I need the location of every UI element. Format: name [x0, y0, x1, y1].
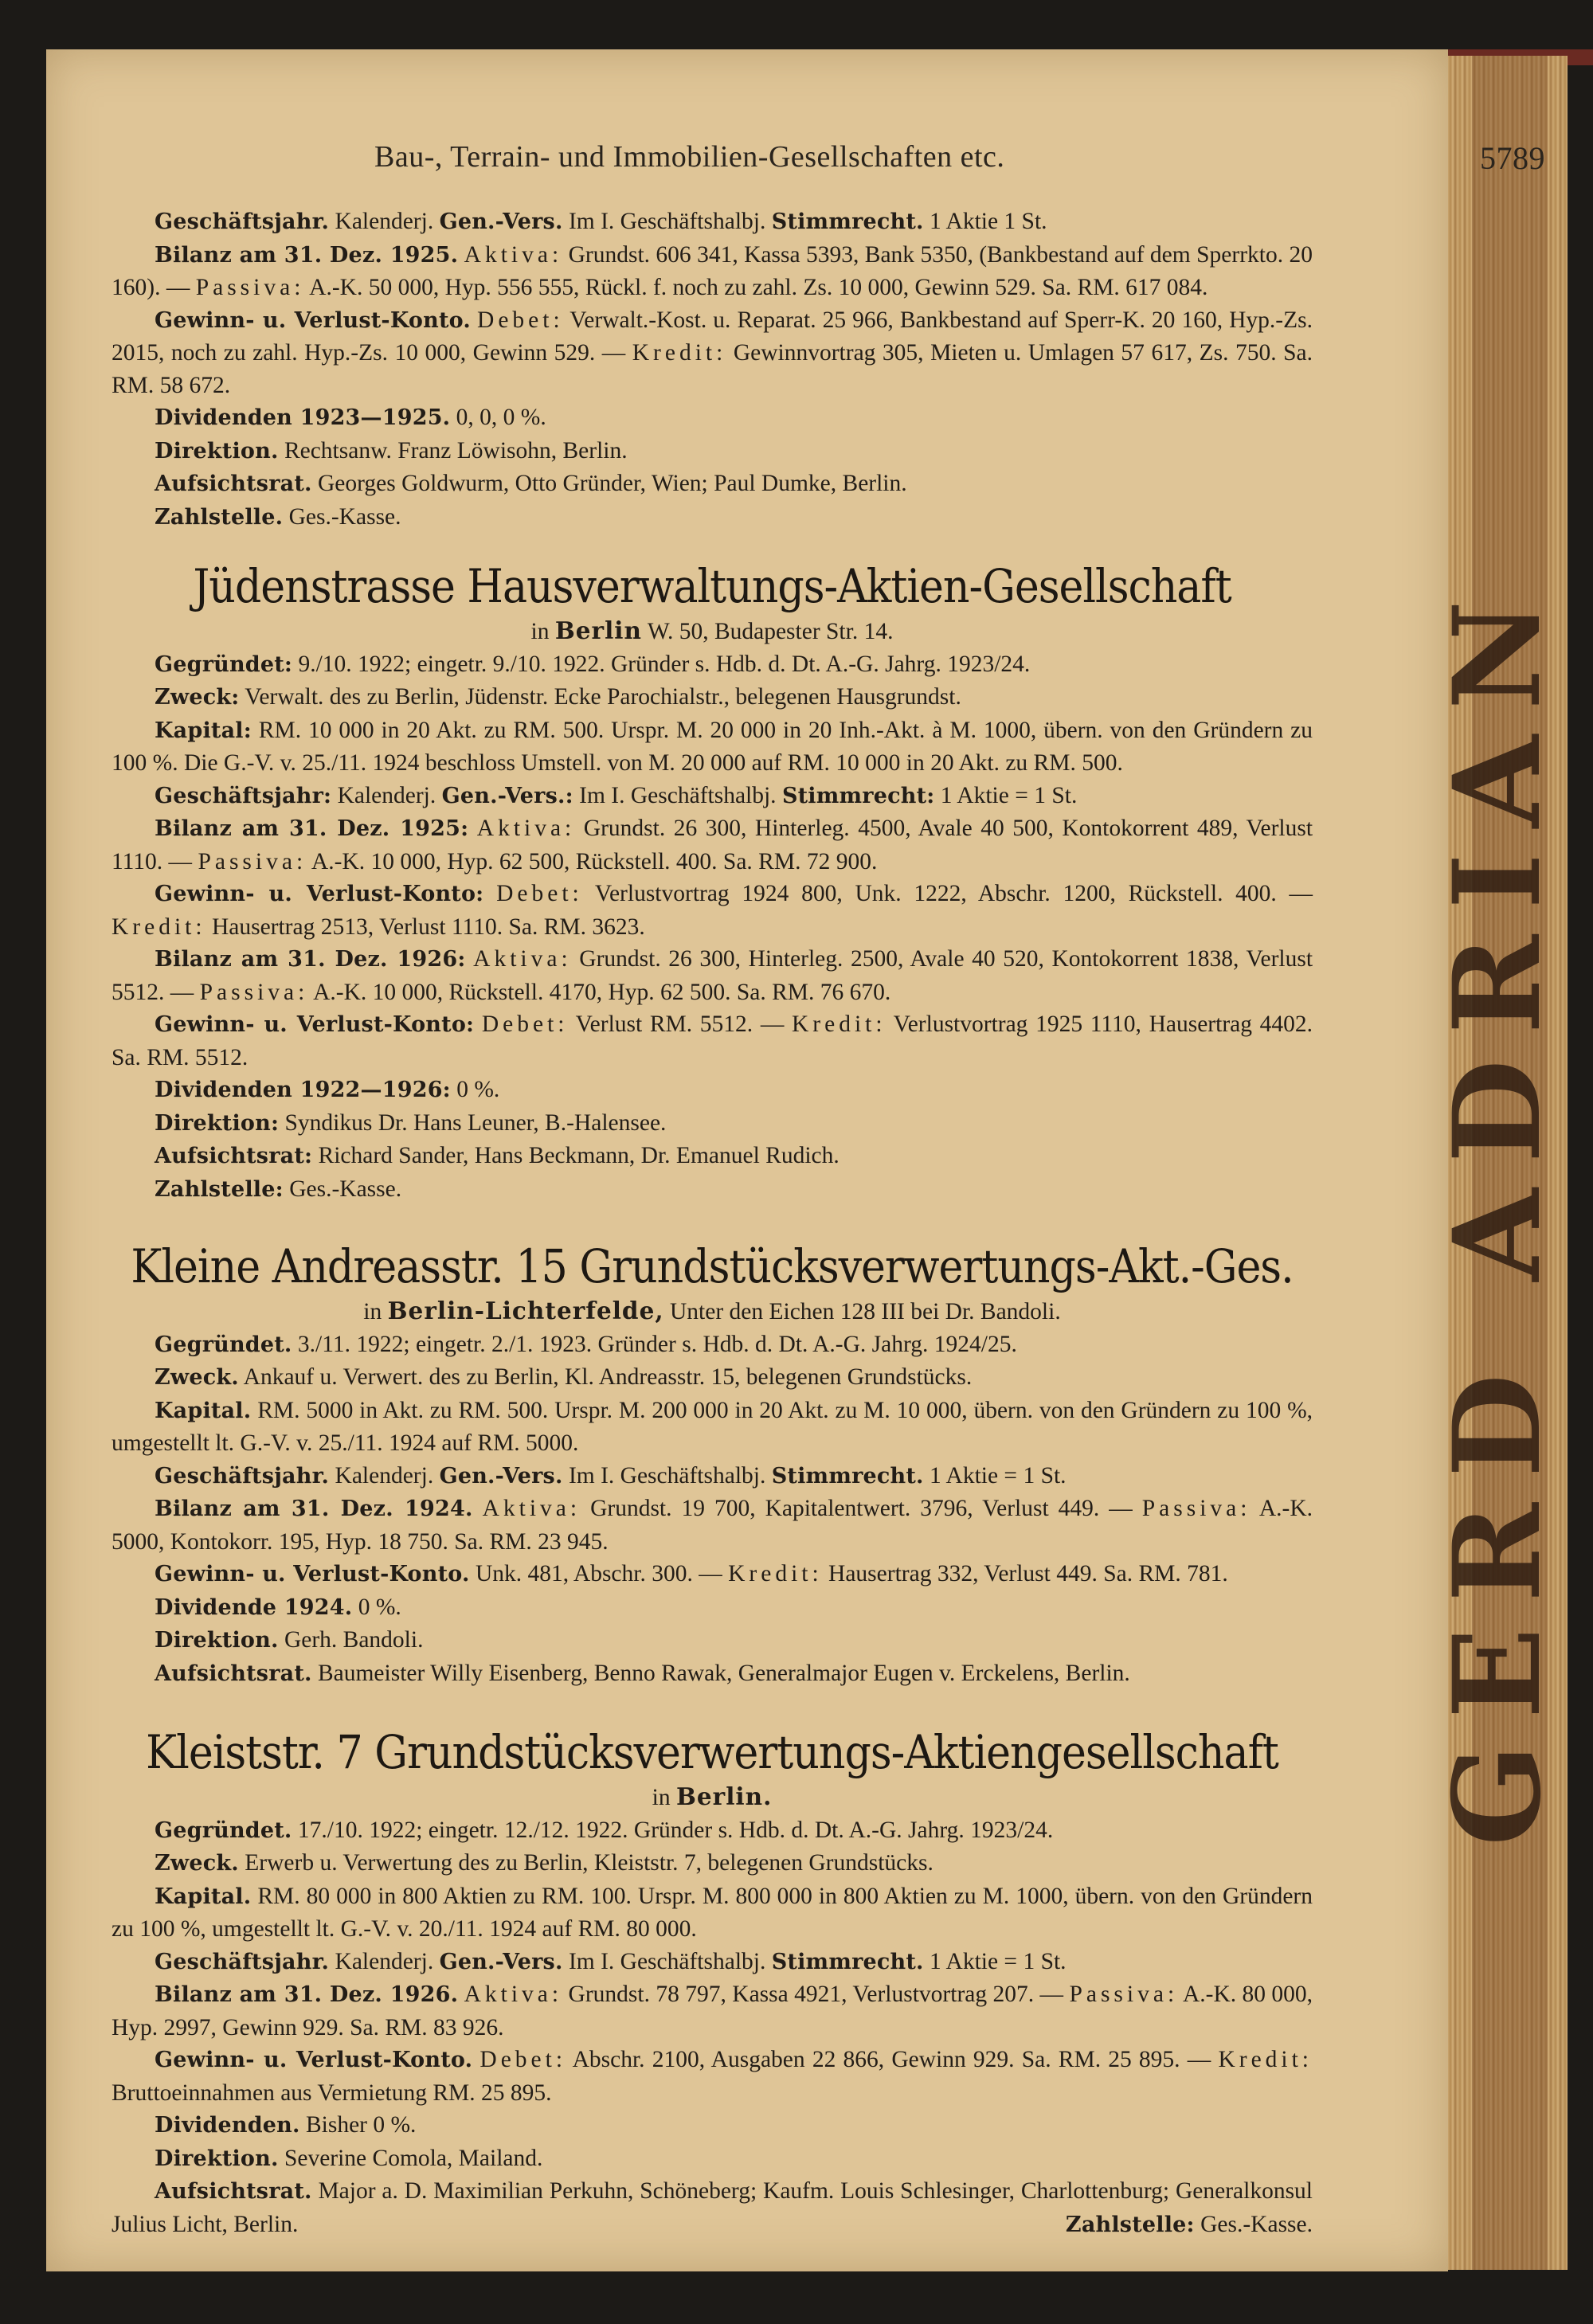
entry-line: Gewinn- u. Verlust-Konto: Debet: Verlust RM. 5512. — Kredit: Verlustvortrag 1925 1110, Hausertrag 4402. Sa. RM. 5512.	[112, 1011, 1313, 1070]
entry-line: Dividenden 1922—1926: 0 %.	[155, 1077, 500, 1102]
company-title: Jüdenstrasse Hausverwaltungs-Aktien-Gesellschaft	[193, 559, 1231, 613]
company-entry	[112, 561, 1313, 1206]
header-title: Bau-, Terrain- und Immobilien-Gesellschaften etc.	[374, 140, 1005, 174]
entry-line: Aufsichtsrat: Richard Sander, Hans Beckmann, Dr. Emanuel Rudich.	[155, 1143, 840, 1168]
spine-text: GERD ADRIAN	[1427, 574, 1568, 1847]
entry-line: Aufsichtsrat. Major a. D. Maximilian Perkuhn, Schöneberg; Kaufm. Louis Schlesinger, Charlottenburg; Generalkonsul Julius Licht, Berlin. Zahlstelle: Ges.-Kasse.	[112, 2175, 1313, 2240]
page-number: 5789	[1480, 140, 1545, 176]
entry-line: Bilanz am 31. Dez. 1926: Aktiva: Grundst. 26 300, Hinterleg. 2500, Avale 40 520, Kontokorrent 1838, Verlust 5512. — Passiva: A.-K. 10 000, Rückstell. 4170, Hyp. 62 500. Sa. RM. 76 670.	[112, 946, 1313, 1005]
entry-line: Gewinn- u. Verlust-Konto. Debet: Verwalt.-Kost. u. Reparat. 25 966, Bankbestand auf Sperr-K. 20 160, Hyp.-Zs. 2015, noch zu zahl. Hyp.-Zs. 10 000, Gewinn 529. — Kredit: Gewinnvortrag 305, Mieten u. Umlagen 57 617, Zs. 750. Sa. RM. 58 672.	[112, 307, 1313, 398]
company-location: in Berlin W. 50, Budapester Str. 14.	[530, 616, 894, 644]
entry-line: Gewinn- u. Verlust-Konto. Unk. 481, Abschr. 300. — Kredit: Hausertrag 332, Verlust 449. Sa. RM. 781.	[155, 1561, 1228, 1587]
entry-line: Dividenden 1923—1925. 0, 0, 0 %.	[155, 405, 546, 430]
entry-line: Zweck. Ankauf u. Verwert. des zu Berlin, Kl. Andreasstr. 15, belegenen Grundstücks.	[155, 1364, 973, 1390]
entry-line: Zahlstelle: Ges.-Kasse.	[155, 1176, 402, 1202]
entry-line: Bilanz am 31. Dez. 1925: Aktiva: Grundst. 26 300, Hinterleg. 4500, Avale 40 500, Kontokorrent 489, Verlust 1110. — Passiva: A.-K. 10 000, Hyp. 62 500, Rückstell. 400. Sa. RM. 72 900.	[112, 816, 1313, 874]
entry-continued	[112, 205, 1313, 534]
entry-line: Kapital: RM. 10 000 in 20 Akt. zu RM. 500. Urspr. M. 20 000 in 20 Inh.-Akt. à M. 1000, übern. von den Gründern zu 100 %. Die G.-V. v. 25./11. 1924 beschloss Umstell. von M. 20 000 auf RM. 10 000 in 20 Akt. zu RM. 500.	[112, 717, 1313, 776]
company-title: Kleine Andreasstr. 15 Grundstücksverwertungs-Akt.-Ges.	[131, 1239, 1294, 1293]
entry-line: Zweck. Erwerb u. Verwertung des zu Berlin, Kleiststr. 7, belegenen Grundstücks.	[155, 1850, 933, 1876]
entry-line: Direktion. Gerh. Bandoli.	[155, 1627, 424, 1653]
entry-line: Dividende 1924. 0 %.	[155, 1594, 401, 1620]
entry-line: Kapital. RM. 80 000 in 800 Aktien zu RM. 100. Urspr. M. 800 000 in 800 Aktien zu M. 1000, übern. von den Gründern zu 100 %, umgestellt lt. G.-V. v. 20./11. 1924 auf RM. 80 000.	[112, 1883, 1313, 1942]
entry-line: Dividenden. Bisher 0 %.	[155, 2112, 417, 2138]
entry-line: Bilanz am 31. Dez. 1925. Aktiva: Grundst. 606 341, Kassa 5393, Bank 5350, (Bankbestand auf dem Sperrkto. 20 160). — Passiva: A.-K. 50 000, Hyp. 556 555, Rückl. f. noch zu zahl. Zs. 10 000, Gewinn 529. Sa. RM. 617 084.	[112, 241, 1313, 300]
entry-line: Geschäftsjahr. Kalenderj. Gen.-Vers. Im I. Geschäftshalbj. Stimmrecht. 1 Aktie = 1 St.	[155, 1948, 1067, 1974]
page-content	[112, 205, 1313, 2241]
entry-line: Kapital. RM. 5000 in Akt. zu RM. 500. Urspr. M. 200 000 in 20 Akt. zu M. 10 000, übern. von den Gründern zu 100 %, umgestellt lt. G.-V. v. 25./11. 1924 auf RM. 5000.	[112, 1397, 1313, 1456]
page-edge	[1427, 56, 1568, 2270]
entry-line: Geschäftsjahr. Kalenderj. Gen.-Vers. Im I. Geschäftshalbj. Stimmrecht. 1 Aktie 1 St.	[155, 209, 1047, 234]
company-location: in Berlin-Lichterfelde, Unter den Eichen 128 III bei Dr. Bandoli.	[363, 1297, 1061, 1324]
entry-line: Aufsichtsrat. Georges Goldwurm, Otto Gründer, Wien; Paul Dumke, Berlin.	[155, 471, 907, 496]
company-entry	[112, 1727, 1313, 2240]
company-location: in Berlin.	[652, 1782, 773, 1810]
entry-line: Bilanz am 31. Dez. 1924. Aktiva: Grundst. 19 700, Kapitalentwert. 3796, Verlust 449. — Passiva: A.-K. 5000, Kontokorr. 195, Hyp. 18 750. Sa. RM. 23 945.	[112, 1496, 1313, 1555]
entry-line: Geschäftsjahr: Kalenderj. Gen.-Vers.: Im I. Geschäftshalbj. Stimmrecht: 1 Aktie = 1 St.	[155, 782, 1078, 808]
entry-line: Gewinn- u. Verlust-Konto. Debet: Abschr. 2100, Ausgaben 22 866, Gewinn 929. Sa. RM. 25 895. — Kredit: Bruttoeinnahmen aus Vermietung RM. 25 895.	[112, 2047, 1313, 2106]
entry-line: Gewinn- u. Verlust-Konto: Debet: Verlustvortrag 1924 800, Unk. 1222, Abschr. 1200, Rückstell. 400. — Kredit: Hausertrag 2513, Verlust 1110. Sa. RM. 3623.	[112, 881, 1313, 940]
entry-line: Zahlstelle. Ges.-Kasse.	[155, 503, 401, 530]
running-header	[374, 139, 1545, 174]
company-title: Kleiststr. 7 Grundstücksverwertungs-Aktiengesellschaft	[146, 1725, 1278, 1779]
entry-line: Direktion. Rechtsanw. Franz Löwisohn, Berlin.	[155, 437, 628, 464]
entry-line: Gegründet: 9./10. 1922; eingetr. 9./10. 1922. Gründer s. Hdb. d. Dt. A.-G. Jahrg. 1923/24.	[155, 651, 1031, 677]
entry-line: Aufsichtsrat. Baumeister Willy Eisenberg, Benno Rawak, Generalmajor Eugen v. Erckelens, Berlin.	[155, 1660, 1130, 1686]
entry-line: Gegründet. 17./10. 1922; eingetr. 12./12. 1922. Gründer s. Hdb. d. Dt. A.-G. Jahrg. 1923/24.	[155, 1817, 1054, 1843]
entry-line: Direktion. Severine Comola, Mailand.	[155, 2145, 543, 2171]
company-entry	[112, 1241, 1313, 1690]
zahlstelle-note: Zahlstelle: Ges.-Kasse.	[1065, 2211, 1313, 2237]
entry-line: Direktion: Syndikus Dr. Hans Leuner, B.-Halensee.	[155, 1109, 667, 1136]
entry-line: Bilanz am 31. Dez. 1926. Aktiva: Grundst. 78 797, Kassa 4921, Verlustvortrag 207. — Passiva: A.-K. 80 000, Hyp. 2997, Gewinn 929. Sa. RM. 83 926.	[112, 1982, 1313, 2040]
entry-line: Geschäftsjahr. Kalenderj. Gen.-Vers. Im I. Geschäftshalbj. Stimmrecht. 1 Aktie = 1 St.	[155, 1462, 1067, 1489]
entry-line: Gegründet. 3./11. 1922; eingetr. 2./1. 1923. Gründer s. Hdb. d. Dt. A.-G. Jahrg. 1924/25.	[155, 1331, 1017, 1357]
entry-line: Zweck: Verwalt. des zu Berlin, Jüdenstr. Ecke Parochialstr., belegenen Hausgrundst.	[155, 684, 961, 710]
